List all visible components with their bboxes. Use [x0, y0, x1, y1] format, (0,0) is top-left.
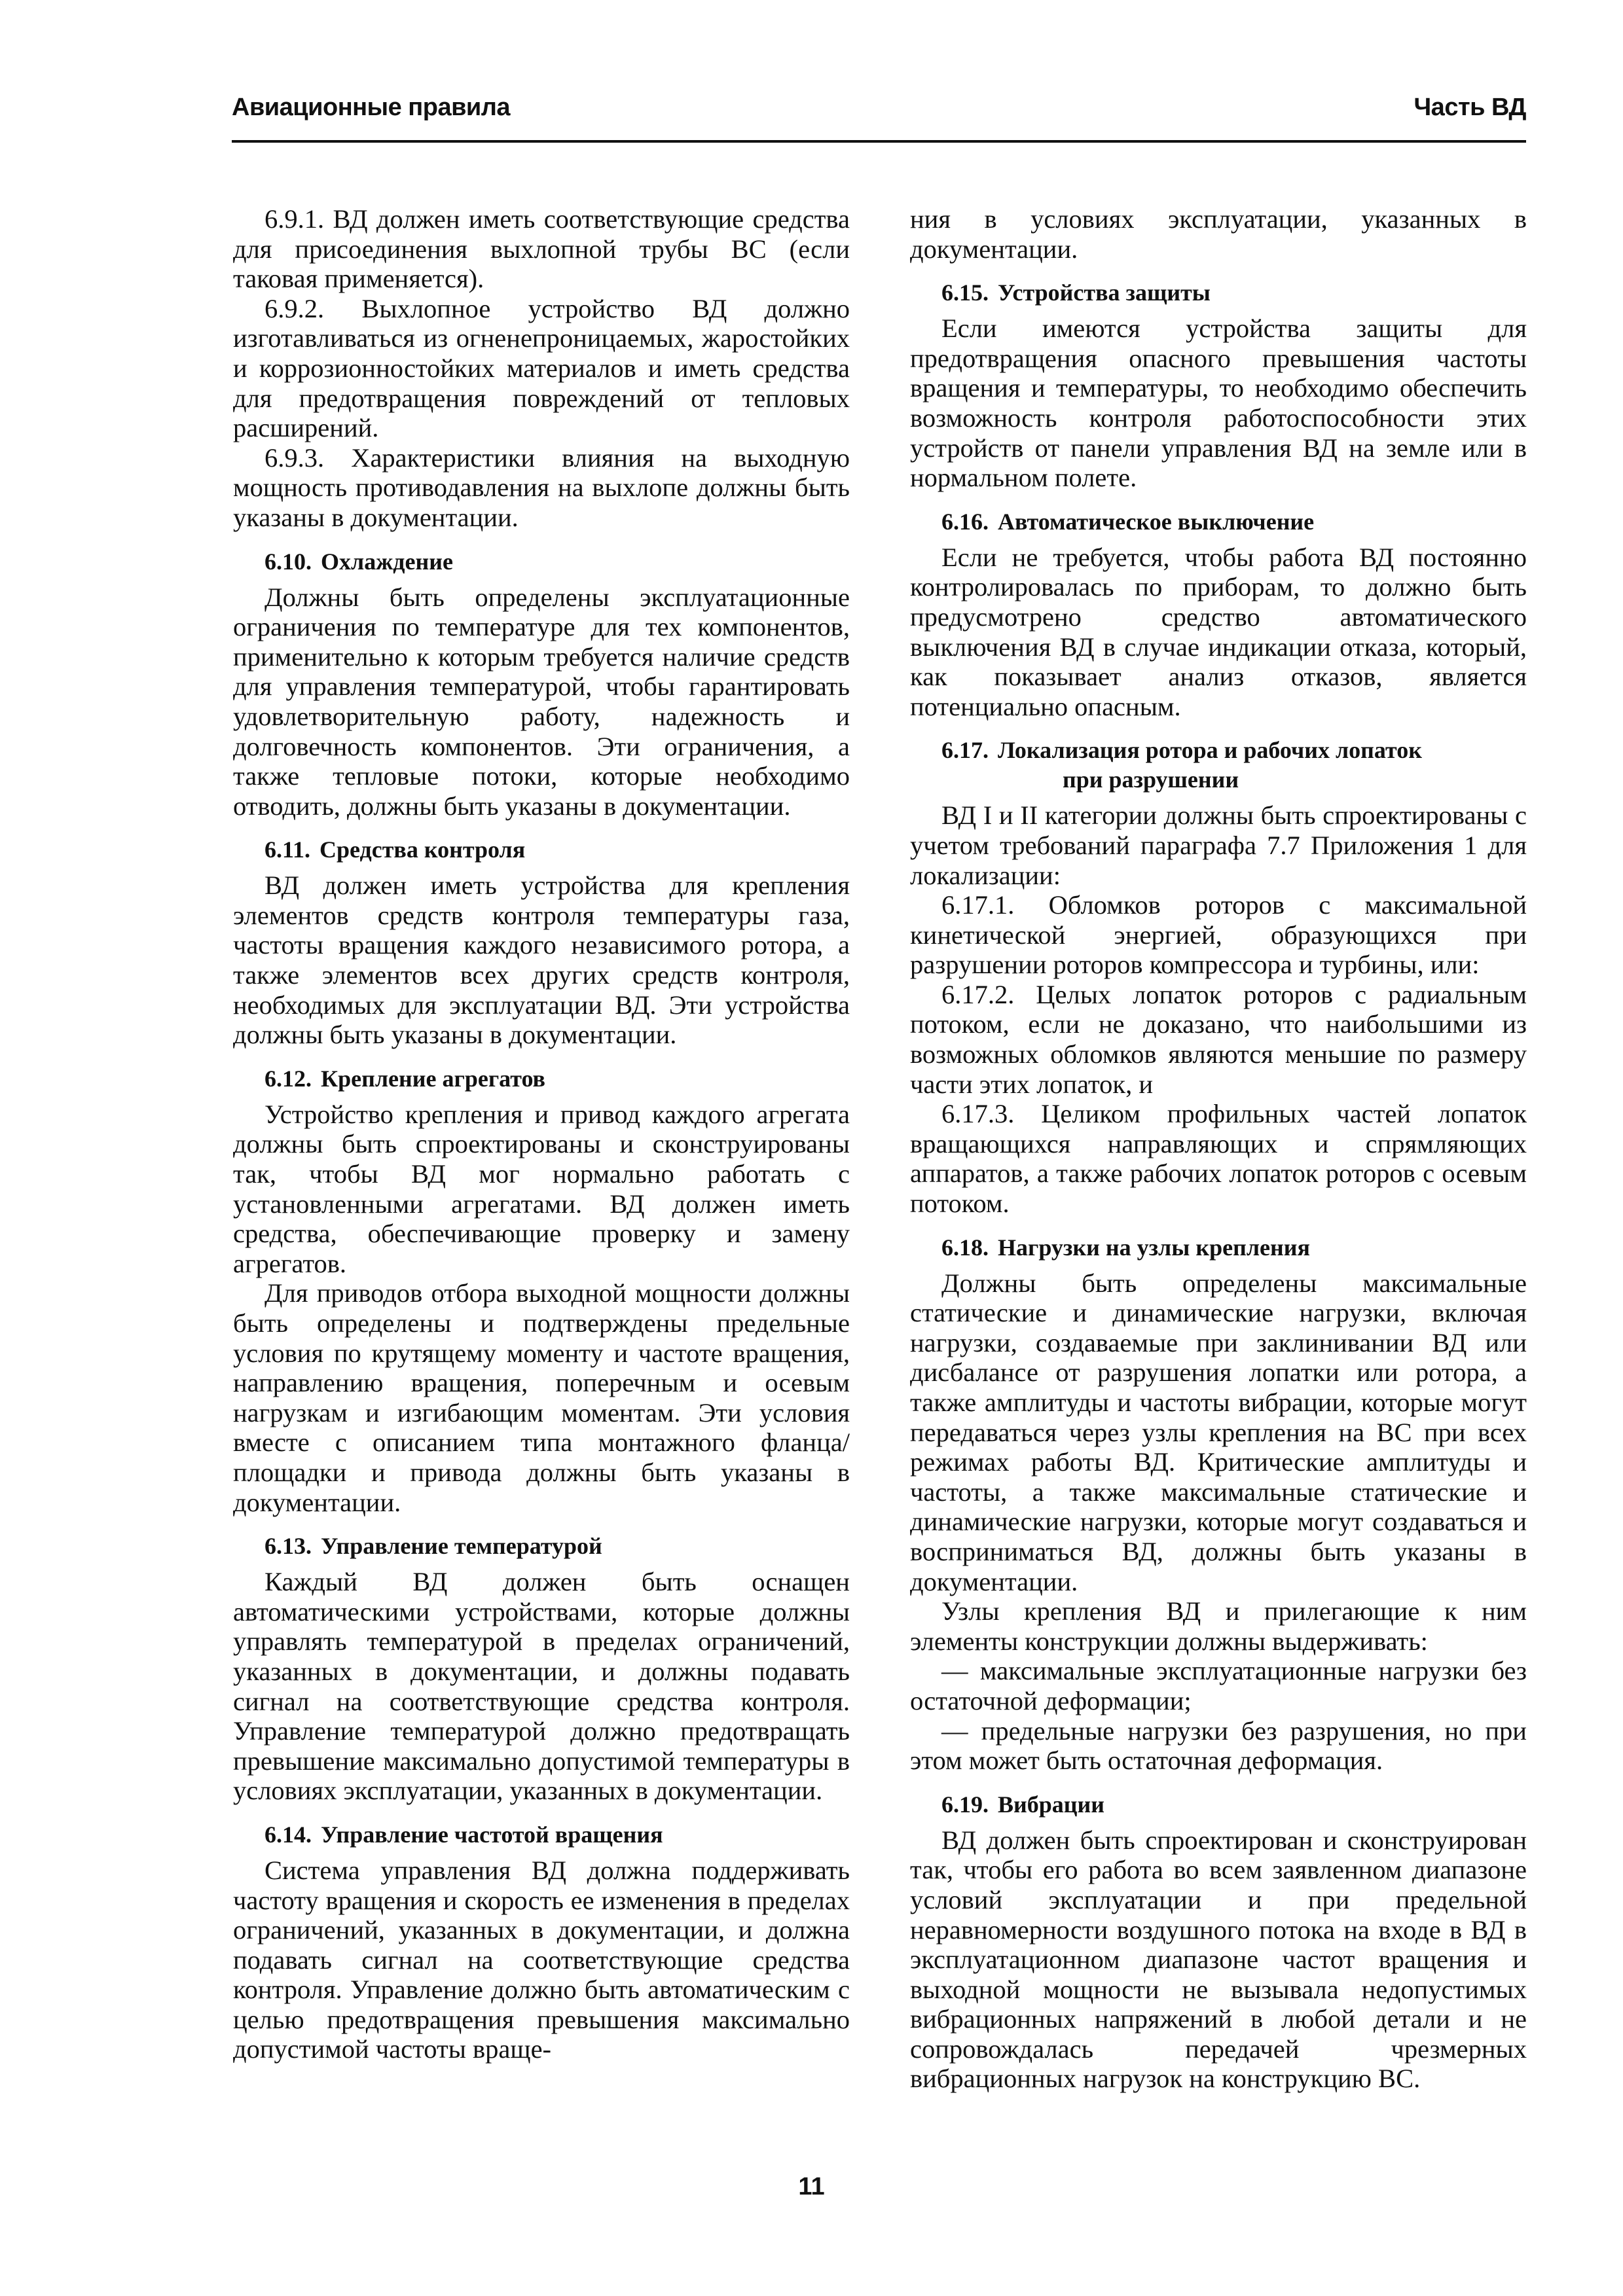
- section-text-6-14: Система управления ВД должна поддерживать частоту вращения и скорость ее изменения в пределах ограничений, указанных в документации, и должна подавать сигнал на соответствующие средства контроля. Управление должно быть автоматическим с целью предотвращения превышения максимально допустимой частоты враще-: [233, 1855, 850, 2064]
- section-title: Устройства защиты: [998, 279, 1211, 306]
- section-text-6-12-a: Устройство крепления и привод каждого агрегата должны быть спроектированы и сконструированы так, чтобы ВД мог нормально работать с установленными агрегатами. ВД должен иметь средства, обеспечивающие проверку и замену агрегатов.: [233, 1099, 850, 1278]
- header-rule: [232, 140, 1526, 143]
- section-text-6-18-b: Узлы крепления ВД и прилегающие к ним элементы конструкции должны выдерживать:: [910, 1596, 1527, 1656]
- section-text-6-17: ВД I и II категории должны быть спроектированы с учетом требований параграфа 7.7 Приложения 1 для локализации:: [910, 800, 1527, 890]
- section-title: Вибрации: [998, 1791, 1105, 1818]
- dash-item-2: — предельные нагрузки без разрушения, но при этом может быть остаточная деформация.: [910, 1715, 1527, 1776]
- section-text-6-11: ВД должен иметь устройства для крепления элементов средств контроля температуры газа, частоты вращения каждого независимого ротора, а также элементов всех других средств контроля, необходимых для эксплуатации ВД. Эти устройства должны быть указаны в документации.: [233, 870, 850, 1050]
- paragraph-6-9-3: 6.9.3. Характеристики влияния на выходную мощность противодавления на выхлопе должны быть указаны в документации.: [233, 442, 850, 532]
- continuation-6-14: ния в условиях эксплуатации, указанных в документации.: [910, 204, 1527, 264]
- section-heading-6-11: [233, 835, 850, 865]
- left-column: [233, 204, 850, 2064]
- section-number: 6.16.: [941, 508, 989, 535]
- section-text-6-12-b: Для приводов отбора выходной мощности должны быть определены и подтверждены предельные условия по крутящему моменту и частоте вращения, направлению вращения, поперечным и осевым нагрузкам и изгибающим моментам. Эти условия вместе с описанием типа монтажного фланца/площадки и привода должны быть указаны в документации.: [233, 1278, 850, 1517]
- section-heading-6-15: [910, 278, 1527, 308]
- running-header-title: Авиационные правила: [232, 94, 511, 121]
- section-number: 6.12.: [264, 1065, 312, 1092]
- dash-item-1: — максимальные эксплуатационные нагрузки без остаточной деформации;: [910, 1656, 1527, 1715]
- section-number: 6.10.: [264, 548, 312, 575]
- paragraph-6-17-2: 6.17.2. Целых лопаток роторов с радиальным потоком, если не доказано, что наибольшими из возможных обломков являются меньшие по размеру части этих лопаток, и: [910, 979, 1527, 1099]
- section-number: 6.19.: [941, 1791, 989, 1818]
- section-heading-6-14: [233, 1820, 850, 1850]
- section-title: Нагрузки на узлы крепления: [998, 1234, 1310, 1261]
- paragraph-6-9-1: 6.9.1. ВД должен иметь соответствующие средства для присоединения выхлопной трубы ВС (если таковая применяется).: [233, 204, 850, 294]
- section-text-6-16: Если не требуется, чтобы работа ВД постоянно контролировалась по приборам, то должно быть предусмотрено средство автоматического выключения ВД в случае индикации отказа, который, как показывает анализ отказов, является потенциально опасным.: [910, 542, 1527, 721]
- section-number: 6.11.: [264, 836, 311, 863]
- section-heading-6-16: [910, 507, 1527, 537]
- section-text-6-10: Должны быть определены эксплуатационные ограничения по температуре для тех компонентов, применительно к которым требуется наличие средств для управления температурой, чтобы гарантировать удовлетворительную работу, надежность и долговечность компонентов. Эти ограничения, а также тепловые потоки, которые необходимо отводить, должны быть указаны в документации.: [233, 582, 850, 821]
- paragraph-6-17-3: 6.17.3. Целиком профильных частей лопаток вращающихся направляющих и спрямляющих аппаратов, а также рабочих лопаток роторов с осевым потоком.: [910, 1099, 1527, 1219]
- section-title: Средства контроля: [319, 836, 526, 863]
- section-number: 6.18.: [941, 1234, 989, 1261]
- section-title: Управление температурой: [321, 1533, 602, 1560]
- section-text-6-13: Каждый ВД должен быть оснащен автоматическими устройствами, которые должны управлять температурой в пределах ограничений, указанных в документации, и должны подавать сигнал на соответствующие средства контроля. Управление температурой должно предотвращать превышение максимально допустимой температуры в условиях эксплуатации, указанных в документации.: [233, 1567, 850, 1806]
- section-title: Охлаждение: [321, 548, 453, 575]
- section-number: 6.15.: [941, 279, 989, 306]
- section-title: Автоматическое выключение: [998, 508, 1315, 535]
- section-number: 6.14.: [264, 1821, 312, 1848]
- section-heading-6-18: [910, 1233, 1527, 1263]
- section-text-6-18-a: Должны быть определены максимальные статические и динамические нагрузки, включая нагрузки, создаваемые при заклинивании ВД или дисбалансе от разрушения лопатки или ротора, а также амплитуды и частоты вибрации, которые могут передаваться через узлы крепления на ВС при всех режимах работы ВД. Критические амплитуды и частоты, а также максимальные статические и динамические нагрузки, которые могут создаваться и восприниматься ВД, должны быть указаны в документации.: [910, 1268, 1527, 1596]
- section-title: Управление частотой вращения: [321, 1821, 663, 1848]
- section-text-6-19: ВД должен быть спроектирован и сконструирован так, чтобы его работа во всем заявленном диапазоне условий эксплуатации и при предельной неравномерности воздушного потока на входе в ВД в эксплуатационном диапазоне частот вращения и выходной мощности не вызывала недопустимых вибрационных напряжений в любой детали и не сопровождалась передачей чрезмерных вибрационных нагрузок на конструкцию ВС.: [910, 1825, 1527, 2094]
- section-title: Крепление агрегатов: [321, 1065, 546, 1092]
- paragraph-6-17-1: 6.17.1. Обломков роторов с максимальной кинетической энергией, образующихся при разрушении роторов компрессора и турбины, или:: [910, 890, 1527, 980]
- section-heading-6-19: [910, 1790, 1527, 1820]
- paragraph-6-9-2: 6.9.2. Выхлопное устройство ВД должно изготавливаться из огненепроницаемых, жаростойких и коррозионностойких материалов и иметь средства для предотвращения повреждений от тепловых расширений.: [233, 293, 850, 443]
- section-text-6-15: Если имеются устройства защиты для предотвращения опасного превышения частоты вращения и температуры, то необходимо обеспечить возможность контроля работоспособности этих устройств от панели управления ВД на земле или в нормальном полете.: [910, 314, 1527, 493]
- section-number: 6.13.: [264, 1533, 312, 1560]
- right-column: [910, 204, 1527, 2094]
- section-heading-6-12: [233, 1064, 850, 1094]
- section-title-line-2: при разрушении: [1063, 766, 1239, 793]
- section-heading-6-13: [233, 1532, 850, 1561]
- section-heading-6-17: [910, 736, 1527, 795]
- page-number: 11: [798, 2173, 825, 2200]
- section-number: 6.17.: [941, 737, 989, 764]
- section-heading-6-10: [233, 547, 850, 577]
- running-header-part: Часть ВД: [1413, 94, 1526, 121]
- section-title: Локализация ротора и рабочих лопаток: [998, 737, 1422, 764]
